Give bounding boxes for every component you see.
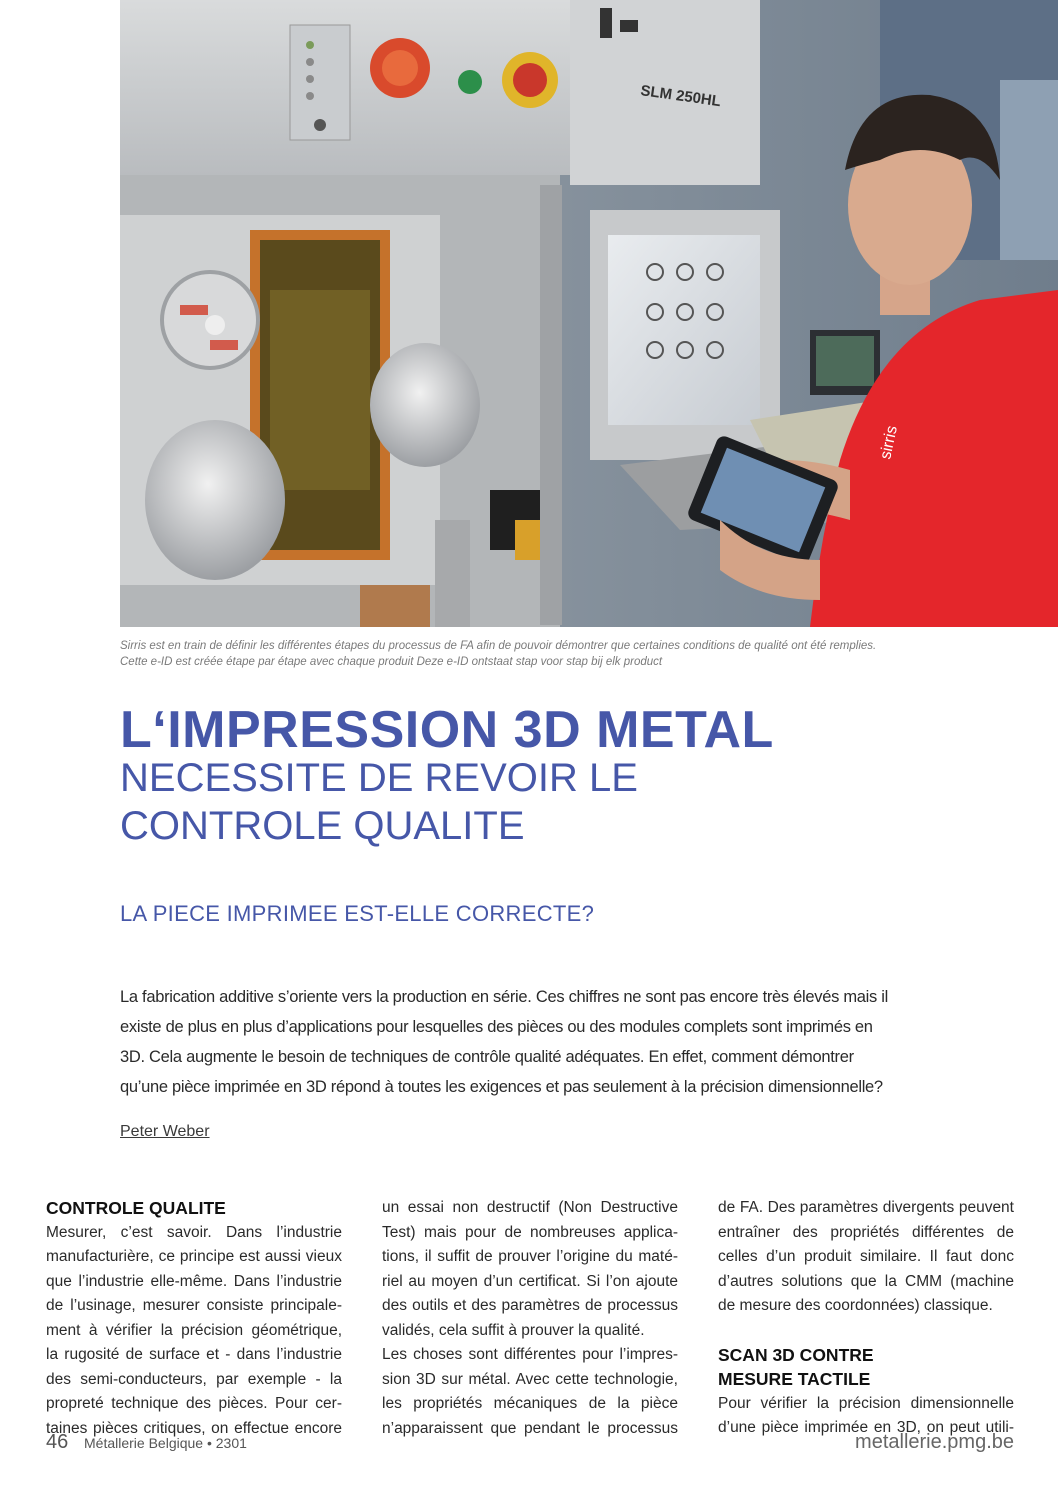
body-line: n’apparaissent que pendant le processus: [382, 1419, 678, 1437]
article-photo: [120, 0, 1058, 627]
body-line: Mesurer, c’est savoir. Dans l’industrie: [46, 1223, 342, 1241]
article-lead: [120, 982, 910, 1102]
author-link[interactable]: Peter Weber: [120, 1123, 210, 1140]
body-line: d’une pièce imprimée en 3D, on peut utili-: [718, 1419, 1014, 1436]
body-line: Test) mais pour de nombreuses applica-: [382, 1223, 678, 1241]
body-line: validés, cela suffit à prouver la qualité.: [382, 1321, 645, 1339]
body-line: entraîner des propriétés différentes de: [718, 1223, 1014, 1241]
lead-line: 3D. Cela augmente le besoin de techniques de contrôle qualité adéquates. En effet, comment démontrer: [120, 1048, 854, 1066]
body-line: d’autres solutions que la CMM (machine: [718, 1272, 1014, 1290]
caption-line: Sirris est en train de définir les différentes étapes du processus de FA afin de pouvoir démontrer que certaines conditions de qualité ont été remplies.: [120, 640, 877, 652]
page-number: 46: [46, 1431, 69, 1453]
body-line: tions, il suffit de prouver l’origine du maté-: [382, 1248, 678, 1265]
body-line: Les choses sont différentes pour l’impres-: [382, 1346, 678, 1363]
caption-line: Cette e-ID est créée étape par étape avec chaque produit Deze e-ID ontstaat stap voor stap bij elk product: [120, 656, 663, 668]
article-kicker: LA PIECE IMPRIMEE EST-ELLE CORRECTE?: [120, 901, 595, 926]
body-line: la rugosité de surface et - dans l’industrie: [46, 1346, 342, 1363]
body-line: de FA. Des paramètres divergents peuvent: [718, 1199, 1014, 1216]
body-line: celles d’un produit similaire. Il faut donc: [718, 1248, 1014, 1265]
body-line: un essai non destructif (Non Destructive: [382, 1199, 678, 1216]
subtitle-line: CONTROLE QUALITE: [120, 804, 525, 848]
shirt-logo: sirris: [877, 424, 901, 461]
body-line: des semi-conducteurs, par exemple - la: [46, 1370, 342, 1388]
body-line: Pour vérifier la précision dimensionnelle: [718, 1394, 1014, 1412]
lead-line: existe de plus en plus d’applications pour lesquelles des pièces ou des modules complets sont imprimés en: [120, 1018, 873, 1036]
column-3: [718, 1196, 1014, 1441]
website-link[interactable]: metallerie.pmg.be: [855, 1431, 1014, 1453]
column-2: [382, 1196, 678, 1441]
section-heading-line: SCAN 3D CONTRE: [718, 1344, 874, 1365]
section-heading: CONTROLE QUALITE: [46, 1198, 226, 1218]
body-line: des outils et des paramètres de processus: [382, 1297, 678, 1314]
body-line: riel au moyen d’un certificat. Si l’on ajoute: [382, 1272, 678, 1290]
body-line: les propriétés mécaniques de la pièce: [382, 1395, 678, 1412]
body-line: que l’industrie elle-même. Dans l’industrie: [46, 1272, 342, 1290]
body-line: de mesure des coordonnées) classique.: [718, 1297, 993, 1314]
publication-name: Métallerie Belgique • 2301: [84, 1435, 247, 1451]
photo-icon: [120, 0, 1058, 627]
body-line: taines pièces critiques, on effectue encore: [46, 1419, 342, 1437]
photo-caption: [120, 638, 1020, 670]
article-title: L‘IMPRESSION 3D METAL: [120, 701, 774, 759]
lead-line: La fabrication additive s’oriente vers la production en série. Ces chiffres ne sont pas encore très élevés mais il: [120, 988, 888, 1006]
body-line: propreté technique des pièces. Pour cer-: [46, 1395, 342, 1412]
body-line: manufacturière, ce principe est aussi vieux: [46, 1248, 342, 1265]
section-heading-line: MESURE TACTILE: [718, 1369, 871, 1389]
lead-line: qu’une pièce imprimée en 3D répond à toutes les exigences et pas seulement à la précision dimensionnelle?: [120, 1078, 883, 1096]
subtitle-line: NECESSITE DE REVOIR LE: [120, 756, 638, 800]
column-1: [46, 1196, 342, 1441]
machine-label: SLM 250HL: [639, 82, 722, 111]
article-subtitle: [120, 754, 820, 850]
body-line: de l’usinage, mesurer consiste principale-: [46, 1297, 342, 1314]
body-line: sion 3D sur métal. Avec cette technologie,: [382, 1370, 678, 1388]
section-heading: [718, 1343, 1014, 1392]
body-line: ment à vérifier la précision géométrique,: [46, 1321, 342, 1339]
